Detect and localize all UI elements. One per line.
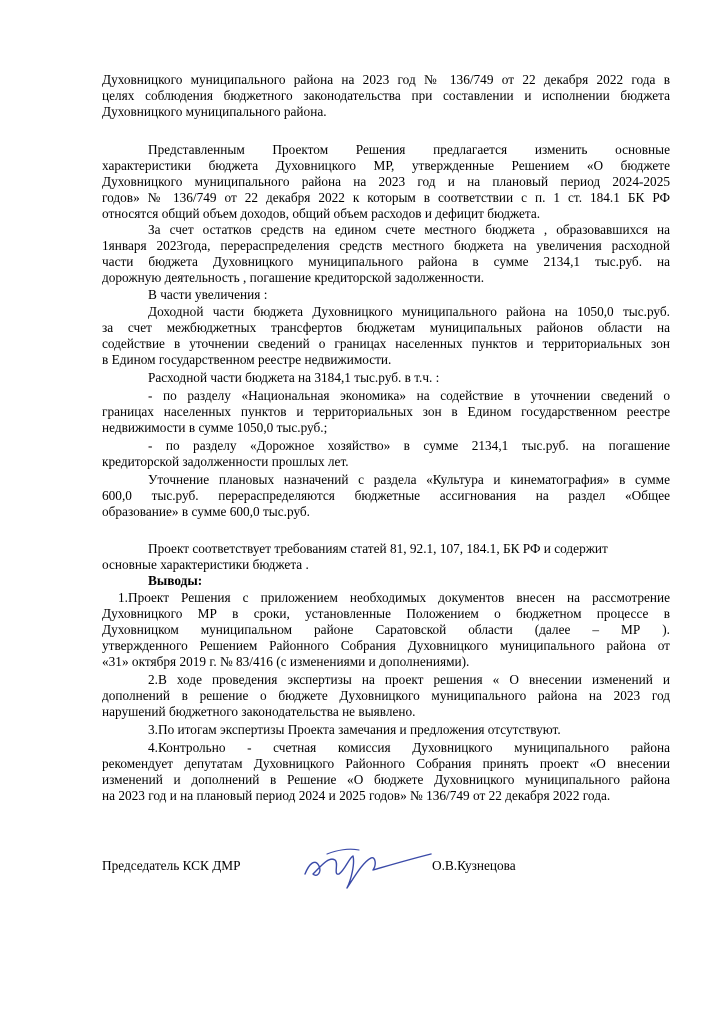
text-line: Духовницком муниципальном районе Саратовской области (далее – МР ). xyxy=(102,622,670,637)
text-line: Духовницкого муниципального района. xyxy=(102,104,327,119)
text-line: 3.По итогам экспертизы Проекта замечания и предложения отсутствуют. xyxy=(148,722,561,737)
text-line: недвижимости в сумме 1050,0 тыс.руб.; xyxy=(102,420,328,435)
text-line: Уточнение плановых назначений с раздела «Культура и кинематография» в сумме xyxy=(148,472,670,487)
text-line: 1.Проект Решения с приложением необходимых документов внесен на рассмотрение xyxy=(118,590,670,605)
conclusions-heading: Выводы: xyxy=(148,573,203,588)
text-line: - по разделу «Дорожное хозяйство» в сумме 2134,1 тыс.руб. на погашение xyxy=(148,438,670,453)
text-line: 4.Контрольно - счетная комиссия Духовницкого муниципального района xyxy=(148,740,670,755)
text-line: целях соблюдения бюджетного законодательства при составлении и исполнении бюджета xyxy=(102,88,670,103)
text-line: части бюджета Духовницкого муниципального района в сумме 2134,1 тыс.руб. на xyxy=(102,254,670,269)
text-line: на 2023 год и на плановый период 2024 и 2025 годов» № 136/749 от 22 декабря 2022 года. xyxy=(102,788,611,803)
text-line: утвержденного Решением Районного Собрания Духовницкого муниципального района от xyxy=(102,638,670,653)
text-line: Духовницкого МР в сроки, установленные Положением о бюджетном процессе в xyxy=(102,606,670,621)
signature-block xyxy=(102,858,670,898)
text-line: Духовницкого муниципального района на 2023 год № 136/749 от 22 декабря 2022 года в xyxy=(102,72,670,87)
text-line: за счет межбюджетных трансфертов бюджетам муниципальных районов области на xyxy=(102,320,670,335)
text-line: Доходной части бюджета Духовницкого муниципального района на 1050,0 тыс.руб. xyxy=(148,304,670,319)
text-line: дорожную деятельность , погашение кредиторской задолженности. xyxy=(102,270,485,285)
text-line: За счет остатков средств на едином счете местного бюджета , образовавшихся на xyxy=(148,222,670,237)
text-line: рекомендует депутатам Духовницкого Районного Собрания принять проект «О внесении xyxy=(102,756,670,771)
text-line: в Едином государственном реестре недвижимости. xyxy=(102,352,392,367)
text-line: дополнений в решение о бюджете Духовницкого муниципального района на 2023 год xyxy=(102,688,670,703)
signer-title: Председатель КСК ДМР xyxy=(102,858,241,873)
text-line: - по разделу «Национальная экономика» на содействие в уточнении сведений о xyxy=(148,388,670,403)
signer-name: О.В.Кузнецова xyxy=(432,858,516,873)
text-line: относятся общий объем доходов, общий объем расходов и дефицит бюджета. xyxy=(102,206,541,221)
text-line: характеристики бюджета Духовницкого МР, утвержденные Решением «О бюджете xyxy=(102,158,670,173)
text-line: Духовницкого муниципального района на 2023 год и на плановый период 2024-2025 xyxy=(102,174,670,189)
text-line: образование» в сумме 600,0 тыс.руб. xyxy=(102,504,311,519)
text-line: «31» октября 2019 г. № 83/416 (с изменениями и дополнениями). xyxy=(102,654,470,669)
text-line: 2.В ходе проведения экспертизы на проект решения « О внесении изменений и xyxy=(148,672,670,687)
text-line: В части увеличения : xyxy=(148,287,268,302)
text-line: кредиторской задолженности прошлых лет. xyxy=(102,454,349,469)
text-line: содействие в уточнении сведений о границах населенных пунктов и территориальных зон xyxy=(102,336,670,351)
handwritten-signature xyxy=(297,836,437,896)
text-line: границах населенных пунктов и территориальных зон в Едином государственном реестре xyxy=(102,404,670,419)
text-line: Представленным Проектом Решения предлагается изменить основные xyxy=(148,142,670,157)
text-line: 600,0 тыс.руб. перераспределяются бюджетные ассигнования на раздел «Общее xyxy=(102,488,670,503)
text-line: годов» № 136/749 от 22 декабря 2022 к которым в соответствии с п. 1 ст. 184.1 БК РФ xyxy=(102,190,670,205)
text-line: изменений и дополнений в Решение «О бюджете Духовницкого муниципального района xyxy=(102,772,670,787)
text-line: Расходной части бюджета на 3184,1 тыс.руб. в т.ч. : xyxy=(148,370,440,385)
text-line: Проект соответствует требованиям статей 81, 92.1, 107, 184.1, БК РФ и содержит xyxy=(148,541,608,556)
text-line: 1января 2023года, перераспределения средств местного бюджета на увеличения расходной xyxy=(102,238,670,253)
text-line: основные характеристики бюджета . xyxy=(102,557,309,572)
text-line: нарушений бюджетного законодательства не выявлено. xyxy=(102,704,416,719)
